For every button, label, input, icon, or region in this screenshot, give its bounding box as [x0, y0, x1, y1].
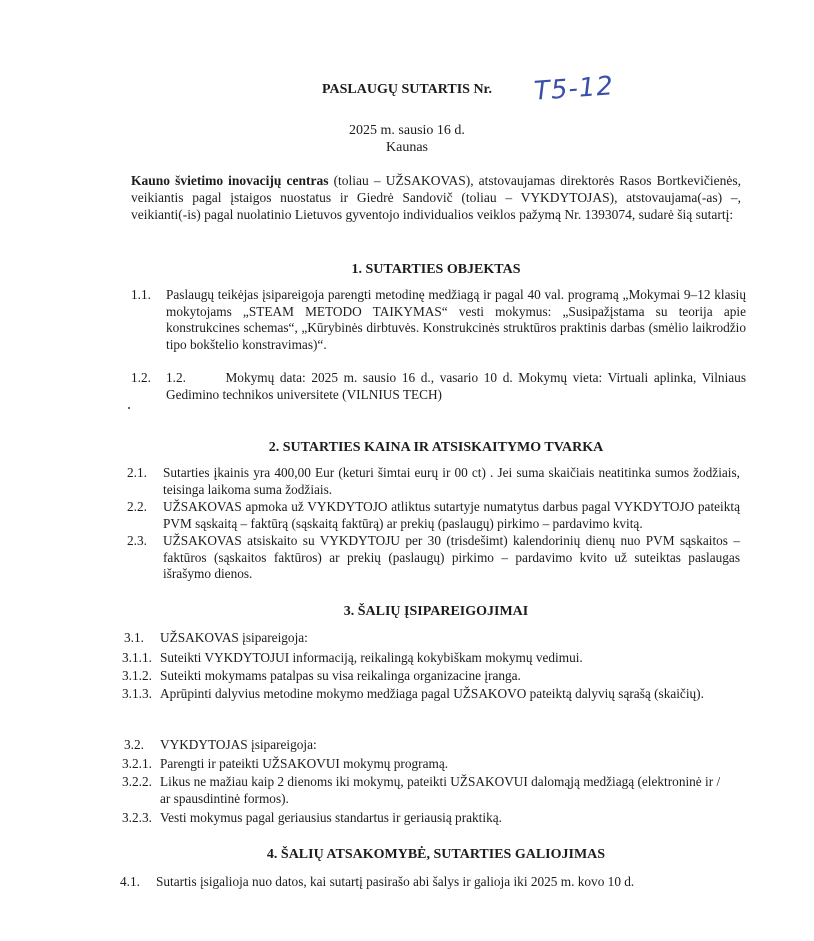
clause-2-1	[127, 465, 740, 498]
stray-dot	[128, 407, 130, 409]
clause-3-2-3	[122, 810, 722, 827]
clause-number: 3.1.2.	[122, 668, 152, 683]
clause-number: 2.3.	[127, 533, 147, 548]
clause-number: 3.1.	[124, 630, 144, 645]
clause-4-1	[120, 874, 740, 891]
clause-3-2	[124, 737, 724, 754]
clause-number: 3.2.1.	[122, 756, 152, 771]
clause-text: VYKDYTOJAS įsipareigoja:	[160, 737, 317, 752]
intro-text: (toliau – UŽSAKOVAS), atstovaujamas direktorės Rasos Bortkevičienės, veikiantis pagal įstaigos nuostatus ir Giedrė Sandovič (toliau – VYKDYTOJAS), atstovaujama(-as) –, veikianti(-is) pagal nuolatinio Lietuvos gyventojo individualios veiklos pažymą Nr. 1393074, sudarė šią sutartį:	[131, 173, 741, 222]
contract-city: Kaunas	[386, 140, 428, 155]
clause-1-2	[131, 370, 750, 403]
clause-number: 3.2.3.	[122, 810, 152, 825]
clause-1-1	[131, 287, 746, 353]
section-3-heading: 3. ŠALIŲ ĮSIPAREIGOJIMAI	[343, 604, 529, 619]
clause-text: Sutarties įkainis yra 400,00 Eur (keturi šimtai eurų ir 00 ct) . Jei suma skaičiais neatitinka sumos žodžiais, teisinga laikoma suma žodžiais.	[163, 465, 740, 497]
clause-text: 1.2. Mokymų data: 2025 m. sausio 16 d., vasario 10 d. Mokymų vieta: Virtuali aplinka, Vilniaus Gedimino technikos universitete (VILNIUS TECH)	[166, 370, 750, 402]
clause-text: Parengti ir pateikti UŽSAKOVUI mokymų programą.	[160, 756, 449, 771]
clause-text: UŽSAKOVAS įsipareigoja:	[160, 630, 308, 645]
contract-title-text: PASLAUGŲ SUTARTIS Nr.	[321, 82, 492, 97]
clause-text: Suteikti VYKDYTOJUI informaciją, reikalingą kokybiškam mokymų vedimui.	[160, 650, 583, 665]
clause-number: 4.1.	[120, 874, 140, 889]
clause-3-1-1	[122, 650, 722, 667]
contract-date: 2025 m. sausio 16 d.	[349, 123, 465, 138]
clause-2-3	[127, 533, 740, 583]
clause-number: 3.2.2.	[122, 774, 152, 789]
clause-number: 3.1.1.	[122, 650, 152, 665]
clause-text: Paslaugų teikėjas įsipareigoja parengti metodinę medžiagą ir pagal 40 val. programą „Mokymai 9–12 klasių mokytojams „STEAM METODO TAIKYMAS“ vesti mokymus: „Susipažįstama su teorija apie konstrukcines schemas“, „Kūrybinės dirbtuvės. Konstrukcinės struktūros praktinis darbas (smėlio laikrodžio tipo bokštelio konstravimas)“.	[166, 287, 746, 352]
contract-title	[0, 82, 814, 98]
clause-text: UŽSAKOVAS atsiskaito su VYKDYTOJU per 30 (trisdešimt) kalendorinių dienų nuo PVM sąskaitos – faktūros (sąskaitos faktūros) ar prekių (paslaugų) pirkimo – pardavimo kvito už suteiktas paslaugas išrašymo dienos.	[163, 533, 740, 581]
clause-3-1	[124, 630, 724, 647]
clause-text: Vesti mokymus pagal geriausius standartus ir geriausią praktiką.	[160, 810, 502, 825]
clause-number: 3.2.	[124, 737, 144, 752]
clause-text: Sutartis įsigalioja nuo datos, kai sutartį pasirašo abi šalys ir galioja iki 2025 m. kovo 10 d.	[156, 874, 635, 889]
contract-date-block	[0, 122, 814, 156]
section-1-heading: 1. SUTARTIES OBJEKTAS	[351, 262, 521, 277]
clause-text: Aprūpinti dalyvius metodine mokymo medžiaga pagal UŽSAKOVO pateiktą dalyvių sąrašą (skaičių).	[160, 686, 704, 701]
clause-3-1-2	[122, 668, 722, 685]
clause-number: 1.2.	[131, 370, 151, 385]
clause-3-2-2	[122, 774, 722, 807]
intro-paragraph	[131, 172, 741, 223]
clause-text: Suteikti mokymams patalpas su visa reikalinga organizacine įranga.	[160, 668, 521, 683]
clause-number: 2.2.	[127, 499, 147, 514]
clause-number: 1.1.	[131, 287, 151, 302]
section-4-heading: 4. ŠALIŲ ATSAKOMYBĖ, SUTARTIES GALIOJIMAS	[266, 847, 606, 862]
clause-text: Likus ne mažiau kaip 2 dienoms iki mokymų, pateikti UŽSAKOVUI dalomąją medžiagą (elektroninė ir / ar spausdintinė formos).	[160, 774, 721, 806]
org-name: Kauno švietimo inovacijų centras	[131, 173, 329, 188]
clause-number: 3.1.3.	[122, 686, 152, 701]
section-2-heading: 2. SUTARTIES KAINA IR ATSISKAITYMO TVARKA	[268, 440, 604, 455]
clause-2-2	[127, 499, 740, 532]
clause-text: UŽSAKOVAS apmoka už VYKDYTOJO atliktus sutartyje numatytus darbus pagal VYKDYTOJO pateiktą PVM sąskaitą – faktūrą (sąskaitą faktūrą) ar prekių (paslaugų) pirkimo – pardavimo kvitą.	[163, 499, 740, 531]
handwritten-contract-number: T5-12	[533, 71, 615, 107]
clause-3-1-3	[122, 686, 722, 703]
clause-3-2-1	[122, 756, 722, 773]
clause-number: 2.1.	[127, 465, 147, 480]
